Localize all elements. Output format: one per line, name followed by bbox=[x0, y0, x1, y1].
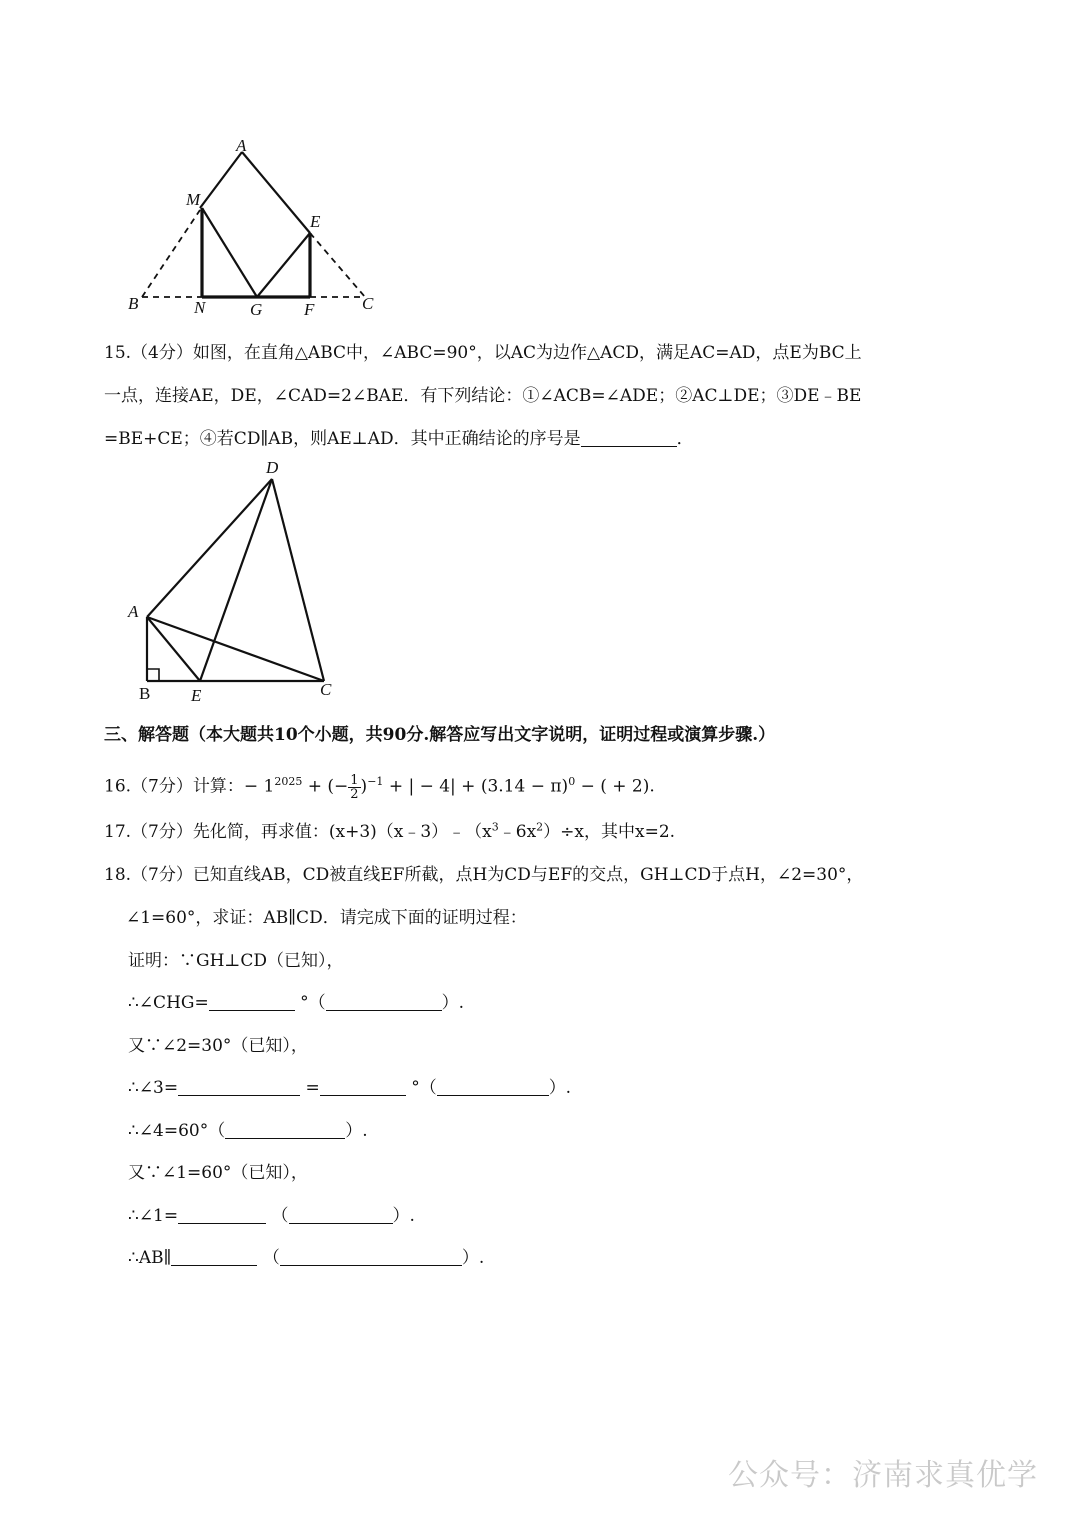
question-15 bbox=[104, 338, 1004, 458]
proof-line-1: 证明：∵GH⊥CD（已知）， bbox=[128, 951, 344, 971]
q16-exp-neg1: −1 bbox=[367, 775, 384, 788]
question-18 bbox=[104, 860, 1004, 1280]
proof-l7-c: ）. bbox=[392, 1206, 415, 1226]
blank-reason-1[interactable] bbox=[326, 994, 442, 1011]
fig1-label-F: F bbox=[304, 300, 315, 319]
blank-reason-5[interactable] bbox=[280, 1249, 462, 1266]
q16-expr-d: + | − 4| + (3.14 − π) bbox=[388, 776, 569, 797]
q16-exp-0: 0 bbox=[568, 775, 576, 788]
q18-line-1: 18.（7分）已知直线AB，CD被直线EF所截，点H为CD与EF的交点，GH⊥CD于点H，∠2=30°， bbox=[104, 865, 864, 885]
segment-DC bbox=[272, 479, 324, 681]
fig2-label-A: A bbox=[128, 602, 139, 621]
fig1-label-A: A bbox=[236, 136, 247, 155]
blank-angle-3-value[interactable] bbox=[320, 1079, 406, 1096]
proof-l4-d: ）. bbox=[548, 1078, 572, 1098]
q15-line-3 bbox=[104, 424, 694, 449]
segment-AM bbox=[200, 152, 242, 208]
question-17 bbox=[104, 817, 675, 842]
q16-fraction bbox=[348, 774, 360, 801]
q17-part-b: ﹣6x bbox=[498, 822, 537, 842]
dashed-BM bbox=[142, 210, 200, 297]
proof-l8-a: ∴AB∥ bbox=[128, 1248, 172, 1268]
section-3-title: 三、解答题（本大题共10个小题，共90分.解答应写出文字说明，证明过程或演算步骤.） bbox=[104, 725, 776, 745]
q16-expr-e: − ( + 2). bbox=[580, 776, 655, 797]
blank-parallel-line[interactable] bbox=[171, 1249, 257, 1266]
proof-l2-a: ∴∠CHG= bbox=[128, 993, 209, 1013]
q15-line-1: 15.（4分）如图，在直角△ABC中，∠ABC=90°，以AC为边作△ACD，满足AC=AD，点E为BC上 bbox=[104, 343, 862, 363]
q15-answer-blank[interactable] bbox=[581, 430, 677, 447]
q18-line-2: ∠1=60°，求证：AB∥CD．请完成下面的证明过程： bbox=[126, 908, 527, 928]
fig1-label-B: B bbox=[128, 294, 139, 313]
fig1-label-N: N bbox=[194, 298, 206, 317]
fig2-label-C: C bbox=[320, 680, 332, 699]
q15-line-2: 一点，连接AE，DE，∠CAD=2∠BAE．有下列结论：①∠ACB=∠ADE；②AC⊥DE；③DE﹣BE bbox=[104, 386, 862, 406]
watermark-text: 公众号：济南求真优学 bbox=[728, 1458, 1038, 1493]
fig2-label-D: D bbox=[266, 458, 279, 477]
q16-expr-c: ) bbox=[360, 776, 368, 797]
proof-line-5 bbox=[128, 1116, 368, 1141]
blank-reason-4[interactable] bbox=[289, 1207, 393, 1224]
proof-l4-b: = bbox=[305, 1078, 320, 1098]
blank-angle-1-equal[interactable] bbox=[178, 1207, 266, 1224]
fig2-label-B: B bbox=[139, 684, 151, 703]
proof-line-4 bbox=[128, 1073, 571, 1098]
proof-line-8 bbox=[128, 1243, 484, 1268]
q17-exp-3: 3 bbox=[491, 820, 499, 834]
blank-angle-3-expr[interactable] bbox=[178, 1079, 300, 1096]
figure-2-diagram bbox=[130, 470, 350, 700]
proof-l4-a: ∴∠3= bbox=[128, 1078, 179, 1098]
proof-l8-b: （ bbox=[262, 1248, 280, 1268]
blank-angle-chg[interactable] bbox=[209, 994, 295, 1011]
q17-part-c: ）÷x，其中x=2. bbox=[543, 822, 676, 842]
fig2-label-E: E bbox=[191, 686, 202, 705]
segment-EG bbox=[257, 233, 310, 297]
q17-part-a: 17.（7分）先化简，再求值：(x+3)（x﹣3）﹣（x bbox=[104, 822, 492, 842]
proof-l7-a: ∴∠1= bbox=[128, 1206, 179, 1226]
proof-line-3: 又∵∠2=30°（已知）， bbox=[128, 1036, 308, 1056]
segment-AE bbox=[242, 152, 310, 233]
q16-frac-den: 2 bbox=[350, 786, 359, 802]
blank-reason-3[interactable] bbox=[225, 1122, 345, 1139]
proof-l7-b: （ bbox=[271, 1206, 289, 1226]
question-16 bbox=[104, 762, 655, 802]
proof-l2-b: °（ bbox=[300, 993, 326, 1013]
proof-l4-c: °（ bbox=[411, 1078, 437, 1098]
q16-exp-2025: 2025 bbox=[274, 775, 303, 788]
q17-exp-2: 2 bbox=[536, 820, 544, 834]
fig1-label-C: C bbox=[362, 294, 374, 313]
segment-AD bbox=[147, 479, 272, 617]
proof-l8-c: ）. bbox=[461, 1248, 485, 1268]
figure-1-diagram bbox=[120, 130, 390, 325]
proof-l2-c: ）. bbox=[441, 993, 465, 1013]
segment-MG bbox=[202, 208, 257, 297]
proof-line-6: 又∵∠1=60°（已知）， bbox=[128, 1163, 308, 1183]
proof-l5-a: ∴∠4=60°（ bbox=[128, 1121, 226, 1141]
q15-line-3-end: ． bbox=[676, 429, 694, 449]
proof-line-7 bbox=[128, 1201, 415, 1226]
q16-expr-b: + (− bbox=[307, 776, 349, 797]
dashed-EC bbox=[310, 233, 365, 297]
segment-DE bbox=[200, 479, 272, 681]
proof-l5-b: ）. bbox=[345, 1121, 368, 1141]
proof-line-2 bbox=[128, 988, 464, 1013]
q16-prefix: 16.（7分）计算： bbox=[104, 776, 244, 797]
q16-frac-num: 1 bbox=[350, 772, 359, 788]
fig1-label-M: M bbox=[186, 190, 201, 209]
fig1-label-E: E bbox=[310, 212, 321, 231]
blank-reason-2[interactable] bbox=[437, 1079, 549, 1096]
q15-line-3-text: =BE+CE；④若CD∥AB，则AE⊥AD．其中正确结论的序号是 bbox=[104, 429, 581, 449]
right-angle-mark bbox=[147, 669, 159, 681]
fig1-label-G: G bbox=[250, 300, 263, 319]
q16-expr-a: − 1 bbox=[243, 776, 275, 797]
